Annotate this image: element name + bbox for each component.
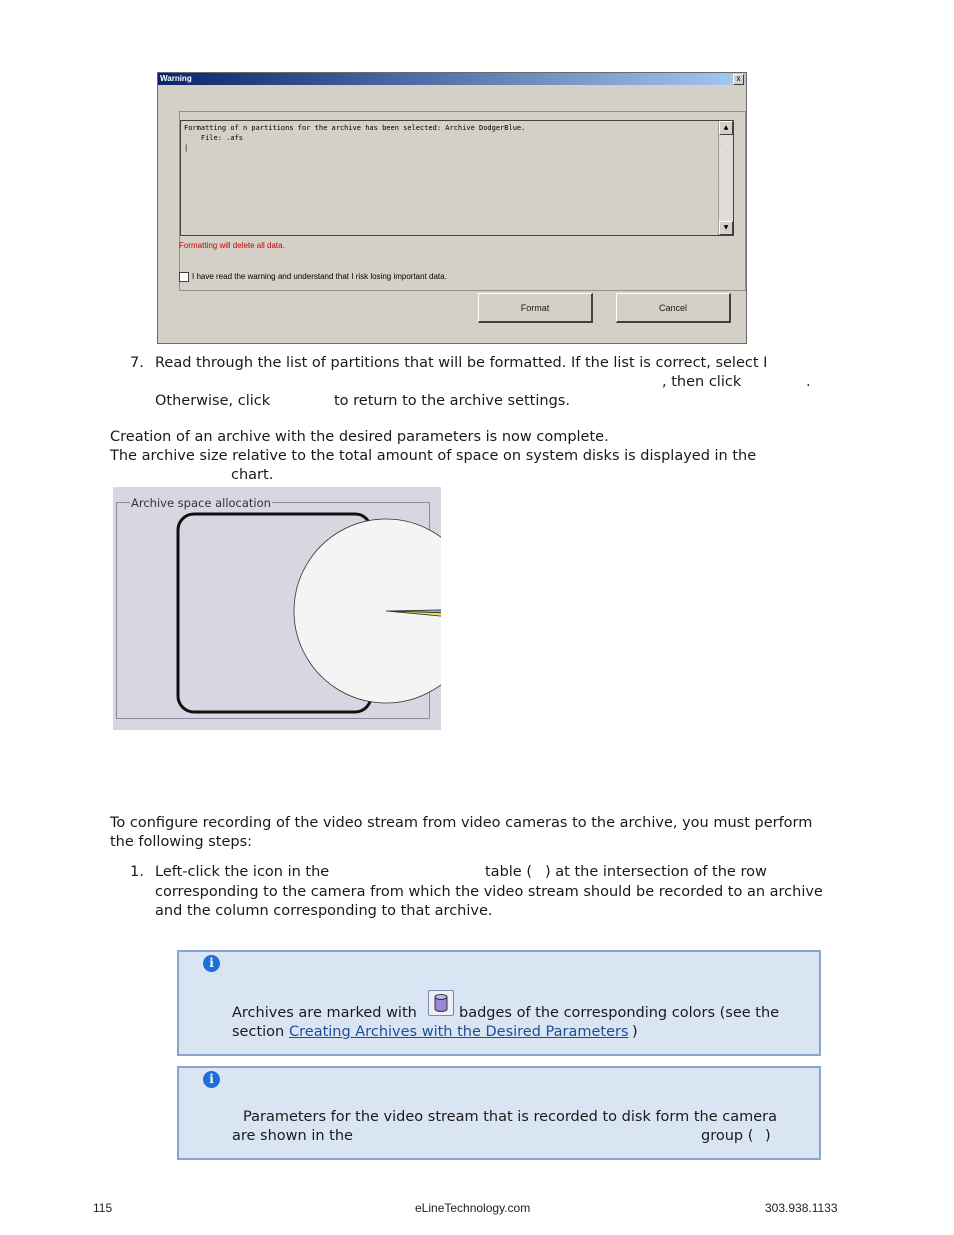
note2-line1: Parameters for the video stream that is recorded to disk form the camera — [243, 1109, 778, 1125]
note1-text-b: badges of the corresponding colors (see the — [459, 1005, 780, 1021]
step7-line3-a: Otherwise, click — [155, 393, 271, 409]
paragraph-complete: Creation of an archive with the desired parameters is now complete. — [110, 429, 609, 445]
scroll-up-icon[interactable]: ▲ — [719, 121, 733, 135]
info-icon: i — [203, 955, 220, 972]
step1-line2: corresponding to the camera from which the video stream should be recorded to an archive — [155, 884, 823, 900]
note1-text-d: ) — [632, 1024, 638, 1040]
step1-line1-b: table ( — [485, 864, 532, 880]
scroll-down-icon[interactable]: ▼ — [719, 221, 733, 235]
creating-archives-link[interactable]: Creating Archives with the Desired Parameters — [289, 1024, 629, 1040]
footer-phone: 303.938.1133 — [765, 1201, 838, 1215]
list-scrollbar[interactable] — [718, 121, 733, 235]
acknowledge-checkbox[interactable] — [179, 272, 189, 282]
dialog-titlebar — [158, 73, 746, 85]
archive-space-widget — [113, 487, 441, 730]
cancel-button[interactable]: Cancel — [616, 293, 731, 323]
note-archive-badges — [177, 950, 821, 1056]
chart-title: Archive space allocation — [131, 496, 271, 510]
note-stream-parameters — [177, 1066, 821, 1160]
acknowledge-label: I have read the warning and understand that I risk losing important data. — [192, 272, 447, 281]
partition-list[interactable] — [180, 120, 734, 236]
step7-line3-b: to return to the archive settings. — [334, 393, 570, 409]
page-number: 115 — [93, 1201, 113, 1215]
step1-line3: and the column corresponding to that archive. — [155, 903, 493, 919]
step7-line1: Read through the list of partitions that will be formatted. If the list is correct, select I — [155, 355, 768, 371]
pie-chart — [113, 487, 441, 730]
info-icon: i — [203, 1071, 220, 1088]
footer-site: eLineTechnology.com — [415, 1201, 531, 1215]
close-icon[interactable]: x — [733, 74, 744, 85]
warning-dialog — [157, 72, 747, 344]
note1-text-a: Archives are marked with — [232, 1005, 417, 1021]
partition-list-text: Formatting of n partitions for the archive has been selected: Archive DodgerBlue. File: .afs | — [184, 124, 526, 152]
step-number: 7. — [130, 355, 144, 371]
paragraph-size-line1: The archive size relative to the total amount of space on system disks is displayed in the — [110, 448, 757, 464]
note2-line2-c: ) — [765, 1128, 771, 1144]
database-cylinder-icon — [428, 990, 454, 1016]
step1-line1-a: Left-click the icon in the — [155, 864, 330, 880]
step-number: 1. — [130, 864, 144, 880]
paragraph-size-line2: chart. — [231, 467, 274, 483]
dialog-title: Warning — [160, 74, 192, 83]
config-intro-line1: To configure recording of the video stream from video cameras to the archive, you must perform — [110, 815, 813, 831]
step7-line2: , then click — [662, 374, 742, 390]
note2-line2-b: group ( — [701, 1128, 754, 1144]
step7-line2-end: . — [806, 374, 811, 390]
step1-line1-c: ) at the intersection of the row — [545, 864, 767, 880]
note2-line2-a: are shown in the — [232, 1128, 353, 1144]
format-button[interactable]: Format — [478, 293, 593, 323]
note1-text-c: section — [232, 1024, 285, 1040]
format-warning-text: Formatting will delete all data. — [179, 241, 285, 250]
config-intro-line2: the following steps: — [110, 834, 253, 850]
